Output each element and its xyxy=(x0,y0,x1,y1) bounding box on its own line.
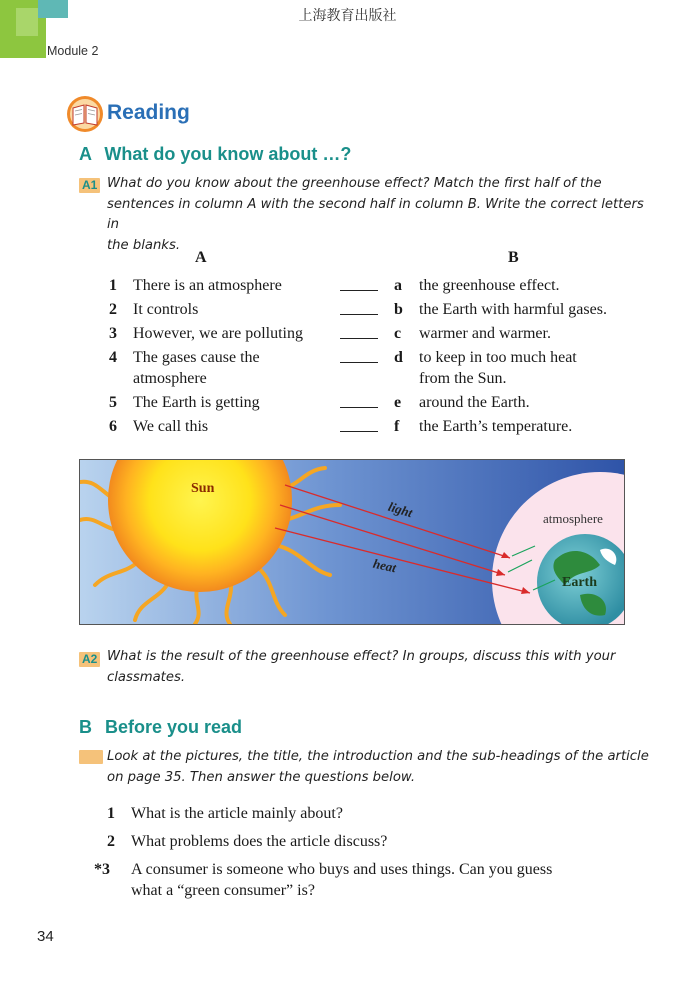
book-icon xyxy=(66,95,104,133)
answer-blank[interactable] xyxy=(340,314,378,315)
answer-blank[interactable] xyxy=(340,431,378,432)
section-title: Reading xyxy=(107,101,190,124)
a2-badge: A2 xyxy=(79,650,100,668)
heat-label: heat xyxy=(371,555,398,576)
b-instructions: Look at the pictures, the title, the introduction and the sub-headings of the article on page 35. Then answer the questions below. xyxy=(107,749,649,785)
b-badge xyxy=(79,750,103,764)
answer-blank[interactable] xyxy=(340,338,378,339)
sun-label: Sun xyxy=(191,481,215,496)
match-row: 3 However, we are polluting c warmer and warmer. xyxy=(109,325,551,342)
a2-instructions: What is the result of the greenhouse effect? In groups, discuss this with your classmates. xyxy=(107,649,616,685)
answer-blank[interactable] xyxy=(340,407,378,408)
a1-instructions: What do you know about the greenhouse effect? Match the first half of the sentences in column A with the second half in column B. Write the correct letters in the blanks. xyxy=(107,176,644,253)
match-row: 2 It controls b the Earth with harmful gases. xyxy=(109,301,607,318)
section-a-letter: A xyxy=(79,144,92,164)
earth-label: Earth xyxy=(562,575,597,590)
match-row: 4 The gases cause the atmosphere d to keep in too much heat from the Sun. xyxy=(109,349,577,387)
page-number: 34 xyxy=(37,928,54,945)
section-b-heading xyxy=(79,717,242,738)
answer-blank[interactable] xyxy=(340,290,378,291)
a1-badge: A1 xyxy=(79,176,100,194)
column-b-header: B xyxy=(508,249,519,266)
section-a-title: What do you know about …? xyxy=(104,144,352,164)
light-label: light xyxy=(386,498,415,521)
section-b-title: Before you read xyxy=(105,717,243,737)
match-row: 5 The Earth is getting e around the Earth. xyxy=(109,394,530,411)
match-row: 1 There is an atmosphere a the greenhouse effect. xyxy=(109,277,560,294)
atmosphere-label: atmosphere xyxy=(543,511,603,526)
greenhouse-diagram xyxy=(79,459,625,625)
publisher-header: 上海教育出版社 xyxy=(298,9,397,24)
section-a-heading xyxy=(79,144,351,165)
section-b-letter: B xyxy=(79,717,92,737)
column-a-header: A xyxy=(195,249,207,266)
match-row: 6 We call this f the Earth’s temperature. xyxy=(109,418,573,435)
module-label: Module 2 xyxy=(47,44,99,58)
answer-blank[interactable] xyxy=(340,362,378,363)
